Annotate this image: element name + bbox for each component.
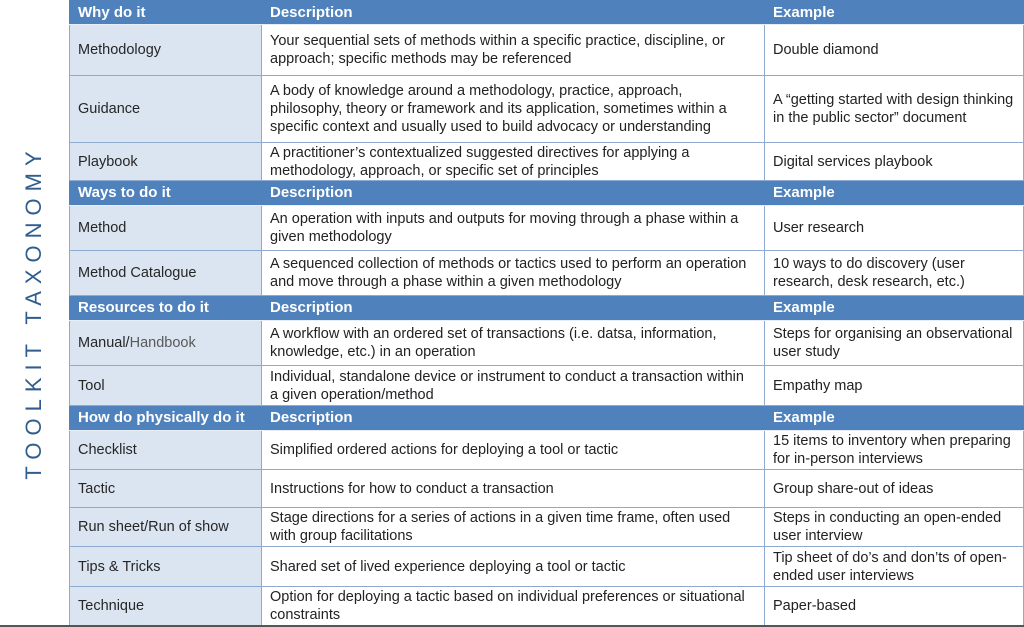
section-header-physically xyxy=(70,406,1024,431)
header-category: Resources to do it xyxy=(70,296,262,321)
description-cell: A workflow with an ordered set of transactions (i.e. datsa, information, knowledge, etc.) in an operation xyxy=(262,321,765,366)
description-cell: Shared set of lived experience deploying a tool or tactic xyxy=(262,547,765,587)
description-cell: Option for deploying a tactic based on individual preferences or situational constraints xyxy=(262,587,765,626)
taxonomy-table xyxy=(69,0,1024,626)
header-example: Example xyxy=(765,406,1024,431)
description-cell: A body of knowledge around a methodology, practice, approach, philosophy, theory or framework and its application, sometimes within a specific context and usually used to build advocacy or understanding xyxy=(262,76,765,143)
table-row xyxy=(70,508,1024,547)
table-row xyxy=(70,206,1024,251)
example-cell: Steps in conducting an open-ended user interview xyxy=(765,508,1024,547)
table-row xyxy=(70,547,1024,587)
side-title xyxy=(0,0,69,627)
example-cell: Group share-out of ideas xyxy=(765,470,1024,508)
term-part-handbook: Handbook xyxy=(129,335,196,351)
table-row xyxy=(70,431,1024,470)
example-cell: Tip sheet of do’s and don’ts of open-ended user interviews xyxy=(765,547,1024,587)
example-cell: Steps for organising an observational user study xyxy=(765,321,1024,366)
table-row xyxy=(70,587,1024,626)
section-header-ways xyxy=(70,181,1024,206)
header-example: Example xyxy=(765,296,1024,321)
description-cell: Individual, standalone device or instrument to conduct a transaction within a given operation/method xyxy=(262,366,765,406)
term-cell: Playbook xyxy=(70,143,262,181)
table-row xyxy=(70,25,1024,76)
table-row xyxy=(70,321,1024,366)
term-cell: Methodology xyxy=(70,25,262,76)
example-cell: 10 ways to do discovery (user research, desk research, etc.) xyxy=(765,251,1024,296)
section-header-resources xyxy=(70,296,1024,321)
term-cell xyxy=(70,321,262,366)
description-cell: Simplified ordered actions for deploying a tool or tactic xyxy=(262,431,765,470)
term-cell: Method Catalogue xyxy=(70,251,262,296)
description-cell: Your sequential sets of methods within a specific practice, discipline, or approach; specific methods may be referenced xyxy=(262,25,765,76)
term-part-manual: Manual/ xyxy=(78,335,130,351)
description-cell: A sequenced collection of methods or tactics used to perform an operation and move through a phase within a given methodology xyxy=(262,251,765,296)
example-cell: A “getting started with design thinking in the public sector” document xyxy=(765,76,1024,143)
side-title-text: TOOLKIT TAXONOMY xyxy=(21,144,46,480)
header-example: Example xyxy=(765,181,1024,206)
term-cell: Run sheet/Run of show xyxy=(70,508,262,547)
table-row xyxy=(70,251,1024,296)
term-cell: Tactic xyxy=(70,470,262,508)
description-cell: A practitioner’s contextualized suggested directives for applying a methodology, approach, or specific set of principles xyxy=(262,143,765,181)
table-row xyxy=(70,76,1024,143)
header-example: Example xyxy=(765,1,1024,25)
example-cell: Double diamond xyxy=(765,25,1024,76)
header-description: Description xyxy=(262,296,765,321)
header-description: Description xyxy=(262,181,765,206)
term-cell: Tips & Tricks xyxy=(70,547,262,587)
header-description: Description xyxy=(262,1,765,25)
term-cell: Checklist xyxy=(70,431,262,470)
example-cell: Paper-based xyxy=(765,587,1024,626)
table-row xyxy=(70,143,1024,181)
header-category: Ways to do it xyxy=(70,181,262,206)
term-cell: Tool xyxy=(70,366,262,406)
description-cell: Stage directions for a series of actions in a given time frame, often used with group facilitations xyxy=(262,508,765,547)
example-cell: Digital services playbook xyxy=(765,143,1024,181)
description-cell: An operation with inputs and outputs for moving through a phase within a given methodology xyxy=(262,206,765,251)
table-row xyxy=(70,366,1024,406)
example-cell: User research xyxy=(765,206,1024,251)
term-cell: Method xyxy=(70,206,262,251)
term-cell: Technique xyxy=(70,587,262,626)
header-category: Why do it xyxy=(70,1,262,25)
example-cell: Empathy map xyxy=(765,366,1024,406)
term-cell: Guidance xyxy=(70,76,262,143)
example-cell: 15 items to inventory when preparing for in-person interviews xyxy=(765,431,1024,470)
header-category: How do physically do it xyxy=(70,406,262,431)
description-cell: Instructions for how to conduct a transaction xyxy=(262,470,765,508)
header-description: Description xyxy=(262,406,765,431)
table-row xyxy=(70,470,1024,508)
section-header-why xyxy=(70,1,1024,25)
